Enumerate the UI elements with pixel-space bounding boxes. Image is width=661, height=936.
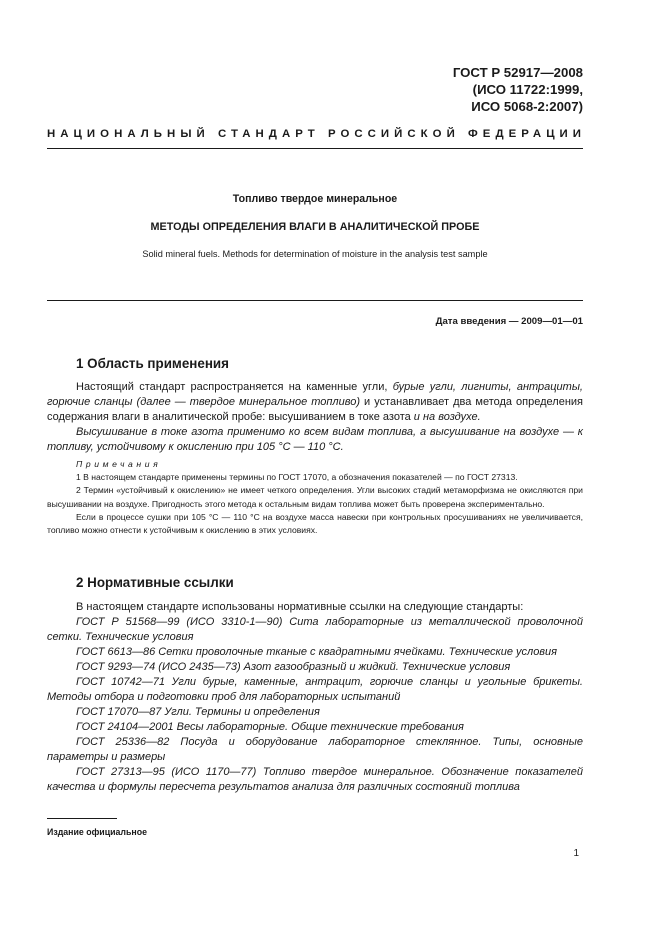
- note-2: 2 Термин «устойчивый к окислению» не имеет четкого определения. Угли высоких стадий метаморфизма не окисляются при высушивании на воздухе. Пригодность этого метода к остальным видам топлива может быть проверена экспериментально.: [47, 485, 583, 509]
- iso-reference-line-2: ИСО 5068-2:2007): [471, 99, 583, 114]
- document-title-english: Solid mineral fuels. Methods for determination of moisture in the analysis test sample: [142, 249, 488, 259]
- reference-item: ГОСТ Р 51568—99 (ИСО 3310-1—90) Сита лабораторные из металлической проволочной сетки. Технические условия: [47, 616, 583, 643]
- scope-text-a: Настоящий стандарт распространяется на каменные угли,: [76, 381, 393, 393]
- footer-rule: [47, 818, 117, 819]
- document-subject: Топливо твердое минеральное: [232, 193, 398, 205]
- reference-item: ГОСТ 24104—2001 Весы лабораторные. Общие технические требования: [76, 721, 464, 733]
- reference-item: ГОСТ 27313—95 (ИСО 1170—77) Топливо твердое минеральное. Обозначение показателей качества и формулы пересчета результатов анализа для различных состояний топлива: [47, 766, 583, 793]
- reference-item: ГОСТ 6613—86 Сетки проволочные тканые с квадратными ячейками. Технические условия: [76, 646, 558, 658]
- scope-paragraph-1: [47, 380, 583, 425]
- section-heading-scope: 1 Область применения: [76, 356, 229, 371]
- standard-number: ГОСТ Р 52917—2008: [452, 65, 583, 80]
- national-standard-banner: НАЦИОНАЛЬНЫЙ СТАНДАРТ РОССИЙСКОЙ ФЕДЕРАЦИИ: [47, 128, 587, 140]
- reference-item: ГОСТ 25336—82 Посуда и оборудование лабораторное стеклянное. Типы, основные параметры и размеры: [47, 736, 583, 763]
- iso-reference-line-1: (ИСО 11722:1999,: [472, 82, 583, 97]
- scope-notes: [47, 458, 583, 537]
- scope-text-d: и на воздухе.: [413, 411, 481, 423]
- section-heading-references: 2 Нормативные ссылки: [76, 575, 234, 590]
- reference-item: ГОСТ 10742—71 Угли бурые, каменные, антрацит, горючие сланцы и угольные брикеты. Методы отбора и подготовки проб для лабораторных испытаний: [47, 676, 583, 703]
- title-rule: [47, 300, 583, 301]
- reference-item: ГОСТ 9293—74 (ИСО 2435—73) Азот газообразный и жидкий. Технические условия: [76, 661, 511, 673]
- official-edition-label: Издание официальное: [47, 827, 147, 837]
- banner-rule: [47, 148, 583, 149]
- scope-body: [47, 380, 583, 455]
- references-intro: В настоящем стандарте использованы нормативные ссылки на следующие стандарты:: [76, 601, 524, 613]
- references-body: [47, 600, 583, 795]
- note-1: 1 В настоящем стандарте применены термины по ГОСТ 17070, а обозначения показателей — по ГОСТ 27313.: [76, 472, 518, 483]
- page-number: 1: [573, 848, 579, 859]
- reference-item: ГОСТ 17070—87 Угли. Термины и определения: [76, 706, 320, 718]
- standard-id-block: [453, 64, 583, 115]
- document-title: МЕТОДЫ ОПРЕДЕЛЕНИЯ ВЛАГИ В АНАЛИТИЧЕСКОЙ ПРОБЕ: [150, 221, 480, 233]
- notes-label: Примечания: [76, 459, 162, 469]
- note-3: Если в процессе сушки при 105 °С — 110 °С на воздухе масса навески при контрольных просушиваниях не увеличивается, топливо можно отнести к устойчивым к окислению в этих условиях.: [47, 511, 583, 536]
- scope-text-c: и устанавливает два метода определения содержания влаги в аналитической пробе: высушиванием в токе азота: [47, 396, 583, 423]
- introduction-date: Дата введения — 2009—01—01: [435, 316, 583, 327]
- scope-paragraph-2: Высушивание в токе азота применимо ко всем видам топлива, а высушивание на воздухе — к топливу, устойчивому к окислению при 105 °С — 110 °С.: [47, 426, 583, 453]
- scope-text-b: бурые угли, лигниты, антрациты, горючие сланцы (далее — твердое минеральное топливо): [47, 381, 583, 408]
